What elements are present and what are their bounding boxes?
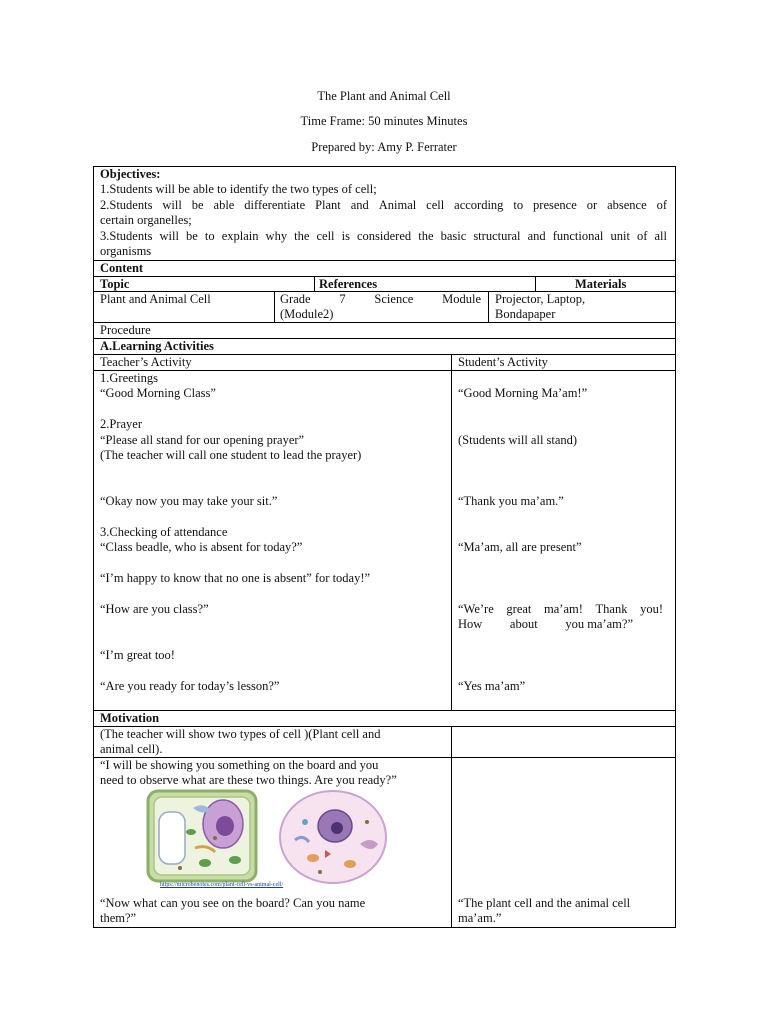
- col-divider: [451, 354, 452, 710]
- col-divider: [488, 291, 489, 322]
- student-present: “Ma’am, all are present”: [458, 540, 582, 554]
- objective-2-line-1: 2.Students will be able differentiate Plant and Animal cell according to presence or absence of: [100, 198, 667, 212]
- teacher-prayer-lead: (The teacher will call one student to lead the prayer): [100, 448, 362, 462]
- plant-cell-icon: [148, 791, 256, 881]
- materials-header: Materials: [575, 277, 627, 291]
- procedure-label: Procedure: [100, 323, 151, 337]
- student-answer-line-1: “The plant cell and the animal cell: [458, 896, 631, 910]
- teacher-happy: “I’m happy to know that no one is absent” for today!”: [100, 571, 371, 585]
- time-frame: Time Frame: 50 minutes Minutes: [300, 114, 468, 128]
- row-divider: [93, 710, 676, 711]
- materials-line-1: Projector, Laptop,: [495, 292, 586, 306]
- objective-3-line-2: organisms: [100, 244, 152, 258]
- student-activity-header: Student’s Activity: [458, 355, 548, 369]
- content-heading: Content: [100, 261, 144, 275]
- teacher-beadle: “Class beadle, who is absent for today?”: [100, 540, 303, 554]
- teacher-show-line-1: (The teacher will show two types of cell )(Plant cell and: [100, 727, 381, 741]
- student-good-morning: “Good Morning Ma’am!”: [458, 386, 588, 400]
- teacher-ready: “Are you ready for today’s lesson?”: [100, 679, 280, 693]
- row-divider: [93, 260, 676, 261]
- teacher-show-line-2: animal cell).: [100, 742, 163, 756]
- teacher-activity-header: Teacher’s Activity: [100, 355, 192, 369]
- student-yes: “Yes ma’am”: [458, 679, 526, 693]
- student-stand: (Students will all stand): [458, 433, 578, 447]
- objectives-heading: Objectives:: [100, 167, 161, 181]
- teacher-greetings: 1.Greetings: [100, 371, 158, 385]
- topic-value: Plant and Animal Cell: [100, 292, 211, 306]
- teacher-prayer: 2.Prayer: [100, 417, 142, 431]
- prepared-by: Prepared by: Amy P. Ferrater: [311, 140, 457, 154]
- row-divider: [93, 370, 676, 371]
- teacher-name-line-1: “Now what can you see on the board? Can you name: [100, 896, 366, 910]
- col-divider: [451, 726, 452, 928]
- student-thank-you: “Thank you ma’am.”: [458, 494, 564, 508]
- teacher-prayer-stand: “Please all stand for our opening prayer”: [100, 433, 305, 447]
- teacher-sit: “Okay now you may take your sit.”: [100, 494, 278, 508]
- teacher-attendance: 3.Checking of attendance: [100, 525, 228, 539]
- teacher-name-line-2: them?”: [100, 911, 137, 925]
- animal-cell-icon: [280, 791, 386, 883]
- plant-animal-cell-image: [145, 788, 390, 886]
- references-line-1: Grade 7 Science Module: [280, 292, 481, 306]
- objective-1: 1.Students will be able to identify the two types of cell;: [100, 182, 377, 196]
- objective-2-line-2: certain organelles;: [100, 213, 192, 227]
- student-answer-line-2: ma’am.”: [458, 911, 502, 925]
- learning-activities-heading: A.Learning Activities: [100, 339, 214, 353]
- col-divider: [274, 291, 275, 322]
- objective-3-line-1: 3.Students will be to explain why the cell is considered the basic structural and functional unit of all: [100, 229, 667, 243]
- materials-line-2: Bondapaper: [495, 307, 556, 321]
- student-great-line-1: “We’re great ma’am! Thank you!: [458, 602, 663, 616]
- references-line-2: (Module2): [280, 307, 334, 321]
- col-divider: [535, 276, 536, 291]
- teacher-great-too: “I’m great too!: [100, 648, 175, 662]
- document-title: The Plant and Animal Cell: [317, 89, 451, 103]
- student-great-line-2: How about you ma’am?”: [458, 617, 633, 631]
- references-header: References: [319, 277, 378, 291]
- topic-header: Topic: [100, 277, 130, 291]
- row-divider: [93, 322, 676, 323]
- motivation-heading: Motivation: [100, 711, 160, 725]
- teacher-how-are-you: “How are you class?”: [100, 602, 209, 616]
- col-divider: [314, 276, 315, 291]
- teacher-board-line-1: “I will be showing you something on the board and you: [100, 758, 379, 772]
- image-source-link[interactable]: https://microbenotes.com/plant-cell-vs-animal-cell/: [160, 882, 284, 888]
- teacher-good-morning: “Good Morning Class”: [100, 386, 216, 400]
- teacher-board-line-2: need to observe what are these two things. Are you ready?”: [100, 773, 397, 787]
